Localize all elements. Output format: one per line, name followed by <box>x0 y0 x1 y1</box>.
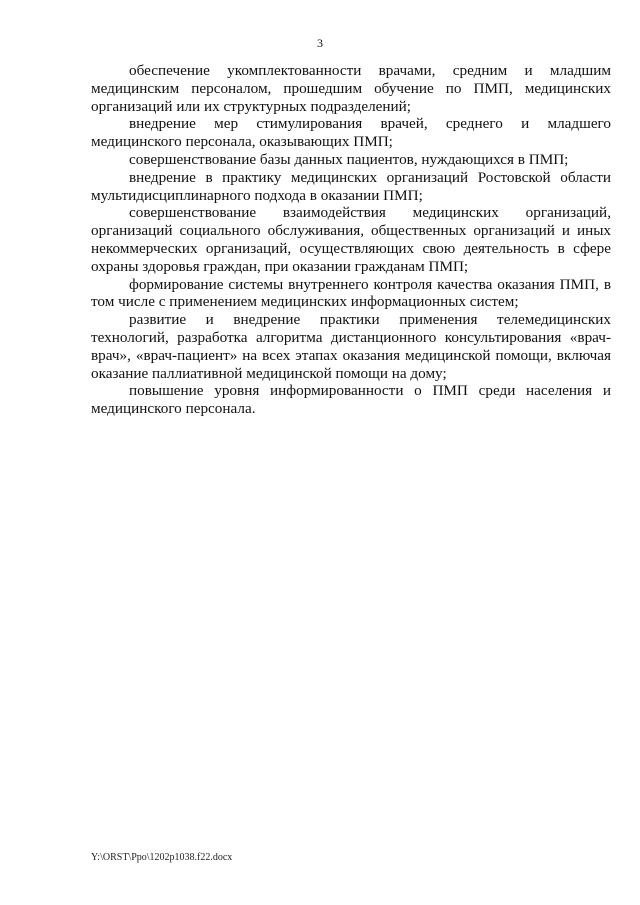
footer-file-path: Y:\ORST\Ppo\1202p1038.f22.docx <box>91 852 233 863</box>
paragraph-incentives: внедрение мер стимулирования врачей, среднего и младшего медицинского персонала, оказывающих ПМП; <box>91 115 611 151</box>
paragraph-awareness: повышение уровня информированности о ПМП среди населения и медицинского персонала. <box>91 382 611 418</box>
paragraph-multidisciplinary: внедрение в практику медицинских организаций Ростовской области мультидисциплинарного подхода в оказании ПМП; <box>91 168 611 204</box>
paragraph-cooperation: совершенствование взаимодействия медицинских организаций, организаций социального обслуживания, общественных организаций и иных некоммерческих организаций, осуществляющих свою деятельность в сфере охраны здоровья граждан, при оказании гражданам ПМП; <box>91 204 611 275</box>
paragraph-telemedicine: развитие и внедрение практики применения телемедицинских технологий, разработка алгоритма дистанционного консультирования «врач-врач», «врач-пациент» на всех этапах оказания медицинской помощи, включая оказание паллиативной медицинской помощи на дому; <box>91 311 611 382</box>
paragraph-staffing: обеспечение укомплектованности врачами, средним и младшим медицинским персоналом, прошедшим обучение по ПМП, медицинских организаций или их структурных подразделений; <box>91 62 611 115</box>
page-number: 3 <box>317 36 323 50</box>
paragraph-patient-database: совершенствование базы данных пациентов, нуждающихся в ПМП; <box>129 150 569 168</box>
document-body <box>91 62 611 418</box>
paragraph-quality-control: формирование системы внутреннего контроля качества оказания ПМП, в том числе с применением медицинских информационных систем; <box>91 275 611 311</box>
